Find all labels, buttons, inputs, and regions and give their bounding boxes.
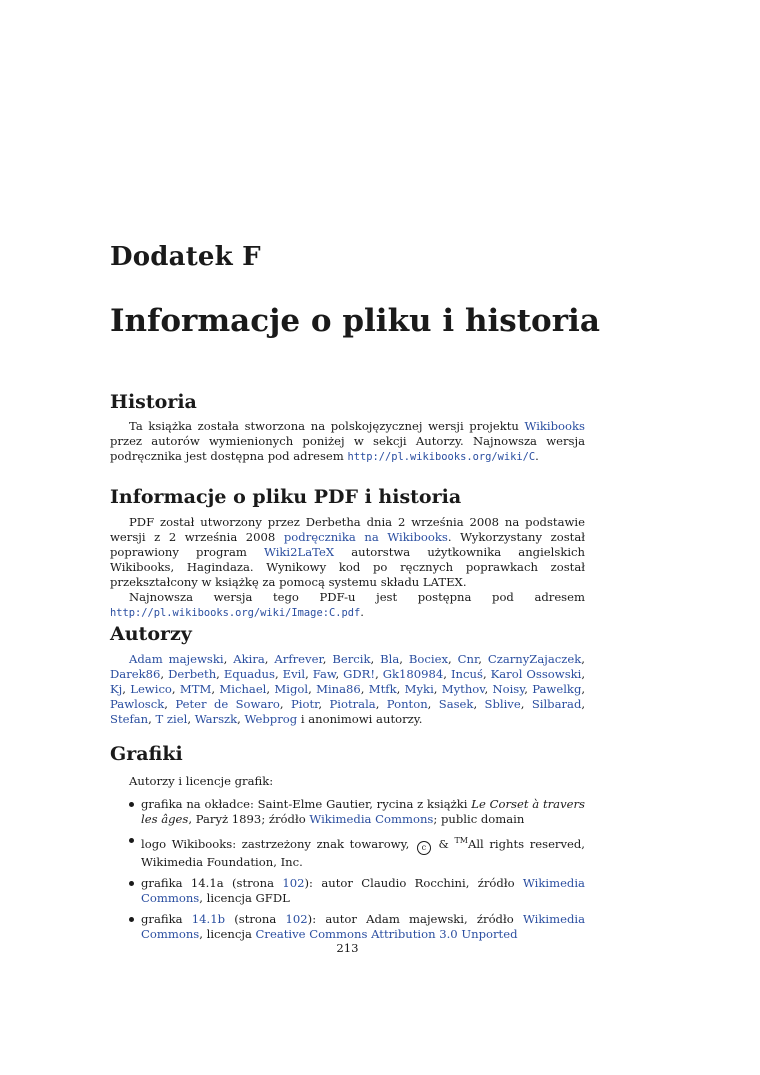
text: autorstwa użytkownika angielskich Wikibooks, Hagindaza. Wynikowy kod po ręcznych poprawkach został przekształcony w książkę za pomocą systemu składu [110,545,586,589]
separator: , [211,682,220,696]
grafiki-intro: Autorzy i licencje grafik: [129,774,274,788]
separator: , [322,652,333,666]
wikimedia-commons-link[interactable]: Wikimedia Commons [309,812,434,826]
author-link[interactable]: Bociex [408,652,448,666]
section-heading-grafiki: Grafiki [110,743,183,765]
list-item [110,912,585,942]
separator: , [274,667,283,681]
wikibooks-url-link[interactable]: http://pl.wikibooks.org/wiki/C [347,451,536,463]
author-link[interactable]: Mina86 [316,682,361,696]
text: . [535,449,539,463]
author-link[interactable]: Peter de Sowaro [175,697,280,711]
separator: , [264,652,275,666]
author-link[interactable]: CzarnyZajaczek [487,652,582,666]
chapter-label: Dodatek F [110,242,261,272]
separator: , [473,697,485,711]
author-link[interactable]: Equadus [223,667,275,681]
author-link[interactable]: Migol [274,682,309,696]
author-link[interactable]: Karol Ossowski [490,667,582,681]
separator: , [443,667,451,681]
wikibooks-link[interactable]: Wikibooks [524,419,585,433]
separator: , [237,712,245,726]
author-link[interactable]: Warszk [194,712,238,726]
separator: , [305,667,313,681]
copyright-icon: c [417,841,431,855]
text: All rights reserved, Wikimedia Foundation, Inc. [141,836,585,869]
book-title: Le Corset à travers les âges [141,797,585,826]
podrecznik-link[interactable]: podręcznika na Wikibooks [283,530,448,544]
historia-paragraph [110,419,585,465]
author-link[interactable]: Cnr [457,652,479,666]
author-link[interactable]: Noisy [492,682,525,696]
author-link[interactable]: Myki [404,682,434,696]
separator: , [375,667,383,681]
authors-list [110,652,585,727]
separator: , [427,697,439,711]
author-link[interactable]: Evil [282,667,306,681]
text: Ta książka została stworzona na polskojęzycznej wersji projektu [129,419,525,433]
pdf-info-paragraph-1 [110,515,585,590]
text: grafika [141,911,192,926]
trademark-icon: TM [454,836,468,845]
separator: , [581,652,585,666]
text: . Wykorzystany został poprawiony program [110,530,586,559]
separator: , [216,667,224,681]
separator: , [122,682,131,696]
section-heading-pdf-info: Informacje o pliku PDF i historia [110,486,462,508]
section-grafiki [110,742,585,948]
author-link[interactable]: Akira [233,652,265,666]
author-link[interactable]: T ziel [155,712,188,726]
section-heading-autorzy: Autorzy [110,623,192,645]
separator: , [279,697,291,711]
section-heading-historia: Historia [110,391,197,413]
separator: , [360,682,369,696]
page-ref-link[interactable]: 102 [285,911,308,926]
author-link[interactable]: Faw [312,667,336,681]
separator: , [433,682,442,696]
separator: , [448,652,458,666]
pdf-url-link[interactable]: http://pl.wikibooks.org/wiki/Image:C.pdf [110,607,361,619]
separator: , [581,682,586,696]
author-link[interactable]: Lewico [130,682,172,696]
author-link[interactable]: Pawlosck [110,697,165,711]
section-pdf-info [110,485,585,621]
latex-logo: LATEX [422,575,463,589]
separator: , [171,682,180,696]
list-item [110,797,585,827]
author-link[interactable]: Webprog [244,712,298,726]
text: & [432,836,455,851]
wikimedia-commons-link[interactable]: Wikimedia Commons [141,911,586,941]
page-number: 213 [336,941,359,955]
author-link[interactable]: Bla [380,652,400,666]
author-link[interactable]: Adam majewski [129,652,224,666]
author-link[interactable]: Michael [219,682,267,696]
separator: , [399,652,409,666]
author-link[interactable]: Silbarad [531,697,582,711]
license-link[interactable]: Creative Commons Attribution 3.0 Unported [255,926,518,941]
separator: , [266,682,275,696]
separator: , [187,712,195,726]
author-link[interactable]: Bercik [332,652,371,666]
section-autorzy [110,622,585,727]
text: . [360,605,364,619]
text: grafika na okładce: Saint-Elme Gautier, rycina z książki [141,797,472,811]
author-link[interactable]: Kj [110,682,123,696]
separator: , [478,652,488,666]
author-link[interactable]: Darek86 [110,667,161,681]
bullet-icon [129,917,134,922]
separator: , [335,667,344,681]
authors-ending: i anonimowi autorzy. [297,712,423,726]
pdf-info-paragraph-2 [110,590,585,621]
separator: , [396,682,405,696]
text: grafika 14.1a (strona [141,875,283,890]
author-link[interactable]: Piotrala [329,697,376,711]
grafiki-list [110,797,585,942]
author-link[interactable]: Sblive [484,697,521,711]
author-link[interactable]: Stefan [110,712,149,726]
author-link[interactable]: MTM [179,682,212,696]
separator: , [308,682,317,696]
separator: , [370,652,381,666]
separator: , [375,697,387,711]
list-item [110,833,585,870]
separator: , [581,697,586,711]
author-link[interactable]: Ponton [386,697,428,711]
text: , licencja [199,926,256,941]
bullet-icon [129,838,134,843]
author-link[interactable]: Mtfk [368,682,397,696]
author-link[interactable]: GDR! [343,667,376,681]
section-historia [110,390,585,465]
text: (strona [225,911,286,926]
text: logo Wikibooks: zastrzeżony znak towarowy, [141,836,415,851]
separator: , [318,697,330,711]
figure-ref-link[interactable]: 14.1b [191,911,226,926]
text: przez autorów wymienionych poniżej w sekcji Autorzy. Najnowsza wersja podręcznika jest dostępna pod adresem [110,434,585,463]
separator: , [484,682,493,696]
author-link[interactable]: Mythov [441,682,485,696]
text: , licencja GFDL [199,890,290,905]
text: ): autor Claudio Rocchini, źródło [304,875,523,890]
bullet-icon [129,802,134,807]
text: . [462,575,467,589]
separator: , [148,712,156,726]
text: ): autor Adam majewski, źródło [307,911,523,926]
author-link[interactable]: Pawelkg [532,682,582,696]
author-link[interactable]: Incuś [450,667,483,681]
bullet-icon [129,881,134,886]
author-link[interactable]: Piotr [290,697,319,711]
text: , Paryż 1893; źródło [188,812,310,826]
author-link[interactable]: Derbeth [168,667,217,681]
separator: , [160,667,169,681]
separator: , [581,667,586,681]
wiki2latex-link[interactable]: Wiki2LaTeX [263,545,335,559]
chapter-title: Informacje o pliku i historia [110,303,600,339]
separator: , [223,652,234,666]
text: ; public domain [433,812,525,826]
separator: , [482,667,491,681]
page-ref-link[interactable]: 102 [282,875,305,890]
separator: , [524,682,533,696]
wikimedia-commons-link[interactable]: Wikimedia Commons [141,875,585,905]
author-link[interactable]: Sasek [438,697,474,711]
text: Najnowsza wersja tego PDF-u jest postępna pod adresem [129,590,585,604]
separator: , [164,697,176,711]
text: PDF został utworzony przez Derbetha dnia 2 września 2008 na podstawie wersji z 2 września 2008 [110,515,585,544]
author-link[interactable]: Gk180984 [382,667,444,681]
author-link[interactable]: Arfrever [274,652,323,666]
list-item [110,876,585,906]
separator: , [520,697,532,711]
